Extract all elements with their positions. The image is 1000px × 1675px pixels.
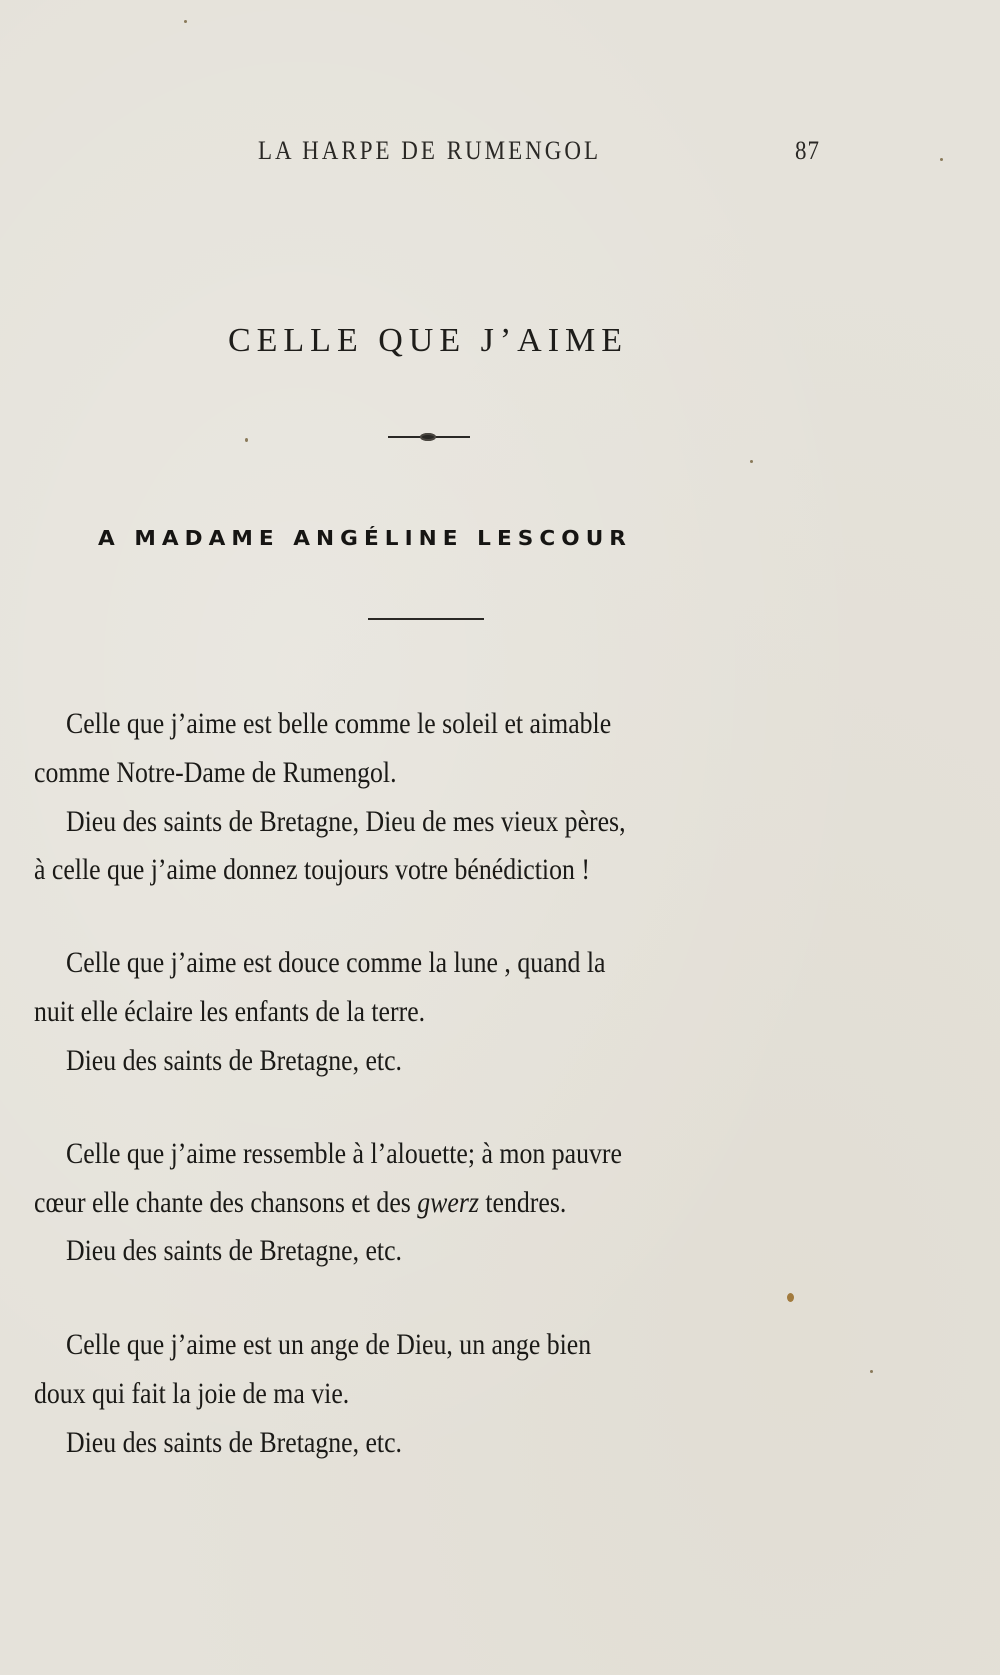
stanza-1-line-2: comme Notre-Dame de Rumengol. — [34, 756, 397, 789]
stanza-4-line-3: Dieu des saints de Bretagne, etc. — [66, 1426, 403, 1459]
stanza-3-line-2-b: tendres. — [478, 1186, 567, 1219]
ornament-divider-icon — [388, 433, 470, 441]
stanza-3-line-3: Dieu des saints de Bretagne, etc. — [66, 1234, 403, 1267]
poem-title: CELLE QUE J’AIME — [227, 322, 629, 359]
stanza-3-line-1: Celle que j’aime ressemble à l’alouette; à mon pauvre — [66, 1137, 622, 1170]
gwerz-italic: gwerz — [417, 1186, 479, 1219]
ornament-line-left — [388, 436, 420, 438]
dedication-rule — [368, 618, 484, 620]
stanza-4-line-1: Celle que j’aime est un ange de Dieu, un ange bien — [66, 1328, 592, 1361]
running-head — [0, 136, 1000, 171]
running-head-title: LA HARPE DE RUMENGOL — [258, 135, 602, 165]
paper-speck — [184, 20, 187, 23]
stanza-1-line-4: à celle que j’aime donnez toujours votre bénédiction ! — [34, 853, 590, 886]
stanza-4-line-2: doux qui fait la joie de ma vie. — [34, 1377, 350, 1410]
stanza-3-line-2-a: cœur elle chante des chansons et des — [34, 1186, 418, 1219]
dedication: A MADAME ANGÉLINE LESCOUR — [98, 526, 632, 550]
ornament-knot — [420, 433, 436, 441]
stanza-2-line-2: nuit elle éclaire les enfants de la terre. — [34, 995, 426, 1028]
paper-speck — [870, 1370, 873, 1373]
foxing-spot — [787, 1293, 794, 1302]
stanza-1-line-1: Celle que j’aime est belle comme le soleil et aimable — [66, 707, 612, 740]
stanza-2-line-3: Dieu des saints de Bretagne, etc. — [66, 1044, 403, 1077]
ornament-line-right — [436, 436, 470, 438]
paper-speck — [750, 460, 753, 463]
stanza-3-line-2 — [34, 1186, 566, 1220]
paper-speck — [245, 438, 248, 442]
stanza-1-line-3: Dieu des saints de Bretagne, Dieu de mes vieux pères, — [66, 805, 626, 838]
page-number: 87 — [795, 135, 820, 165]
stanza-2-line-1: Celle que j’aime est douce comme la lune , quand la — [66, 946, 606, 979]
paper-speck — [940, 158, 943, 161]
